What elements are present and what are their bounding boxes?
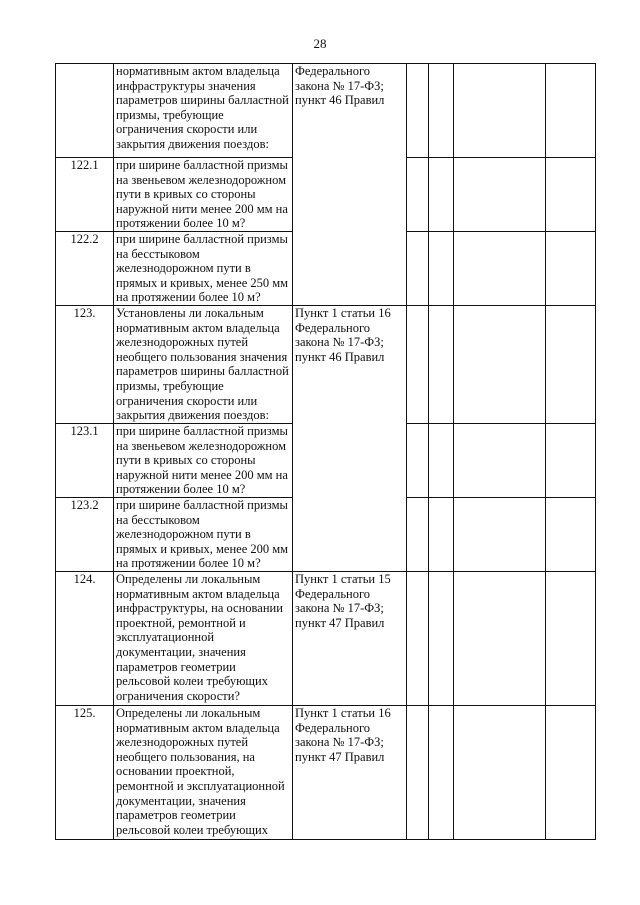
row-number: 123.1 xyxy=(56,424,114,498)
answer-cell xyxy=(407,572,429,706)
answer-cell xyxy=(546,232,596,306)
answer-cell xyxy=(454,706,546,840)
answer-cell xyxy=(454,498,546,572)
page-number: 28 xyxy=(313,36,327,51)
row-number: 123.2 xyxy=(56,498,114,572)
answer-cell xyxy=(407,158,429,232)
question-text: при ширине балластной призмы на бесстыковом железнодорожном пути в прямых и кривых, менее 250 мм на протяжении более 10 м? xyxy=(114,232,293,306)
answer-cell xyxy=(546,498,596,572)
question-text: Определены ли локальным нормативным актом владельца железнодорожных путей необщего пользования, на основании проектной, ремонтной и эксплуатационной документации, значения параметров геометрии рельсовой колеи требующих xyxy=(114,706,293,840)
answer-cell xyxy=(429,306,454,424)
answer-cell xyxy=(546,572,596,706)
table-row xyxy=(56,64,596,158)
answer-cell xyxy=(407,498,429,572)
question-text: при ширине балластной призмы на бесстыковом железнодорожном пути в прямых и кривых, менее 200 мм на протяжении более 10 м? xyxy=(114,498,293,572)
answer-cell xyxy=(454,572,546,706)
table-row xyxy=(56,706,596,840)
answer-cell xyxy=(546,706,596,840)
answer-cell xyxy=(407,64,429,158)
legal-reference: Федерального закона № 17-ФЗ; пункт 46 Правил xyxy=(293,64,407,306)
answer-cell xyxy=(454,306,546,424)
question-text: нормативным актом владельца инфраструктуры значения параметров ширины балластной призмы, требующие ограничения скорости или закрытия движения поездов: xyxy=(114,64,293,158)
answer-cell xyxy=(429,232,454,306)
answer-cell xyxy=(407,706,429,840)
table-row xyxy=(56,572,596,706)
answer-cell xyxy=(429,64,454,158)
row-number xyxy=(56,64,114,158)
answer-cell xyxy=(407,306,429,424)
table-row xyxy=(56,306,596,424)
legal-reference: Пункт 1 статьи 16 Федерального закона № 17-ФЗ; пункт 47 Правил xyxy=(293,706,407,840)
answer-cell xyxy=(454,424,546,498)
answer-cell xyxy=(407,232,429,306)
row-number: 123. xyxy=(56,306,114,424)
answer-cell xyxy=(546,64,596,158)
answer-cell xyxy=(454,158,546,232)
question-text: при ширине балластной призмы на звеньевом железнодорожном пути в кривых со стороны наружной нити менее 200 мм на протяжении более 10 м? xyxy=(114,424,293,498)
answer-cell xyxy=(454,64,546,158)
legal-reference: Пункт 1 статьи 16 Федерального закона № 17-ФЗ; пункт 46 Правил xyxy=(293,306,407,572)
checklist-table xyxy=(55,63,596,840)
answer-cell xyxy=(429,706,454,840)
row-number: 122.2 xyxy=(56,232,114,306)
question-text: Определены ли локальным нормативным актом владельца инфраструктуры, на основании проектной, ремонтной и эксплуатационной документации, значения параметров геометрии рельсовой колеи требующих ограничения скорости? xyxy=(114,572,293,706)
legal-reference: Пункт 1 статьи 15 Федерального закона № 17-ФЗ; пункт 47 Правил xyxy=(293,572,407,706)
question-text: при ширине балластной призмы на звеньевом железнодорожном пути в кривых со стороны наружной нити менее 200 мм на протяжении более 10 м? xyxy=(114,158,293,232)
row-number: 124. xyxy=(56,572,114,706)
answer-cell xyxy=(407,424,429,498)
row-number: 125. xyxy=(56,706,114,840)
answer-cell xyxy=(454,232,546,306)
answer-cell xyxy=(429,158,454,232)
answer-cell xyxy=(429,572,454,706)
answer-cell xyxy=(546,306,596,424)
answer-cell xyxy=(546,158,596,232)
question-text: Установлены ли локальным нормативным актом владельца железнодорожных путей необщего пользования значения параметров ширины балластной призмы, требующие ограничения скорости или закрытия движения поездов: xyxy=(114,306,293,424)
answer-cell xyxy=(429,424,454,498)
answer-cell xyxy=(546,424,596,498)
answer-cell xyxy=(429,498,454,572)
row-number: 122.1 xyxy=(56,158,114,232)
